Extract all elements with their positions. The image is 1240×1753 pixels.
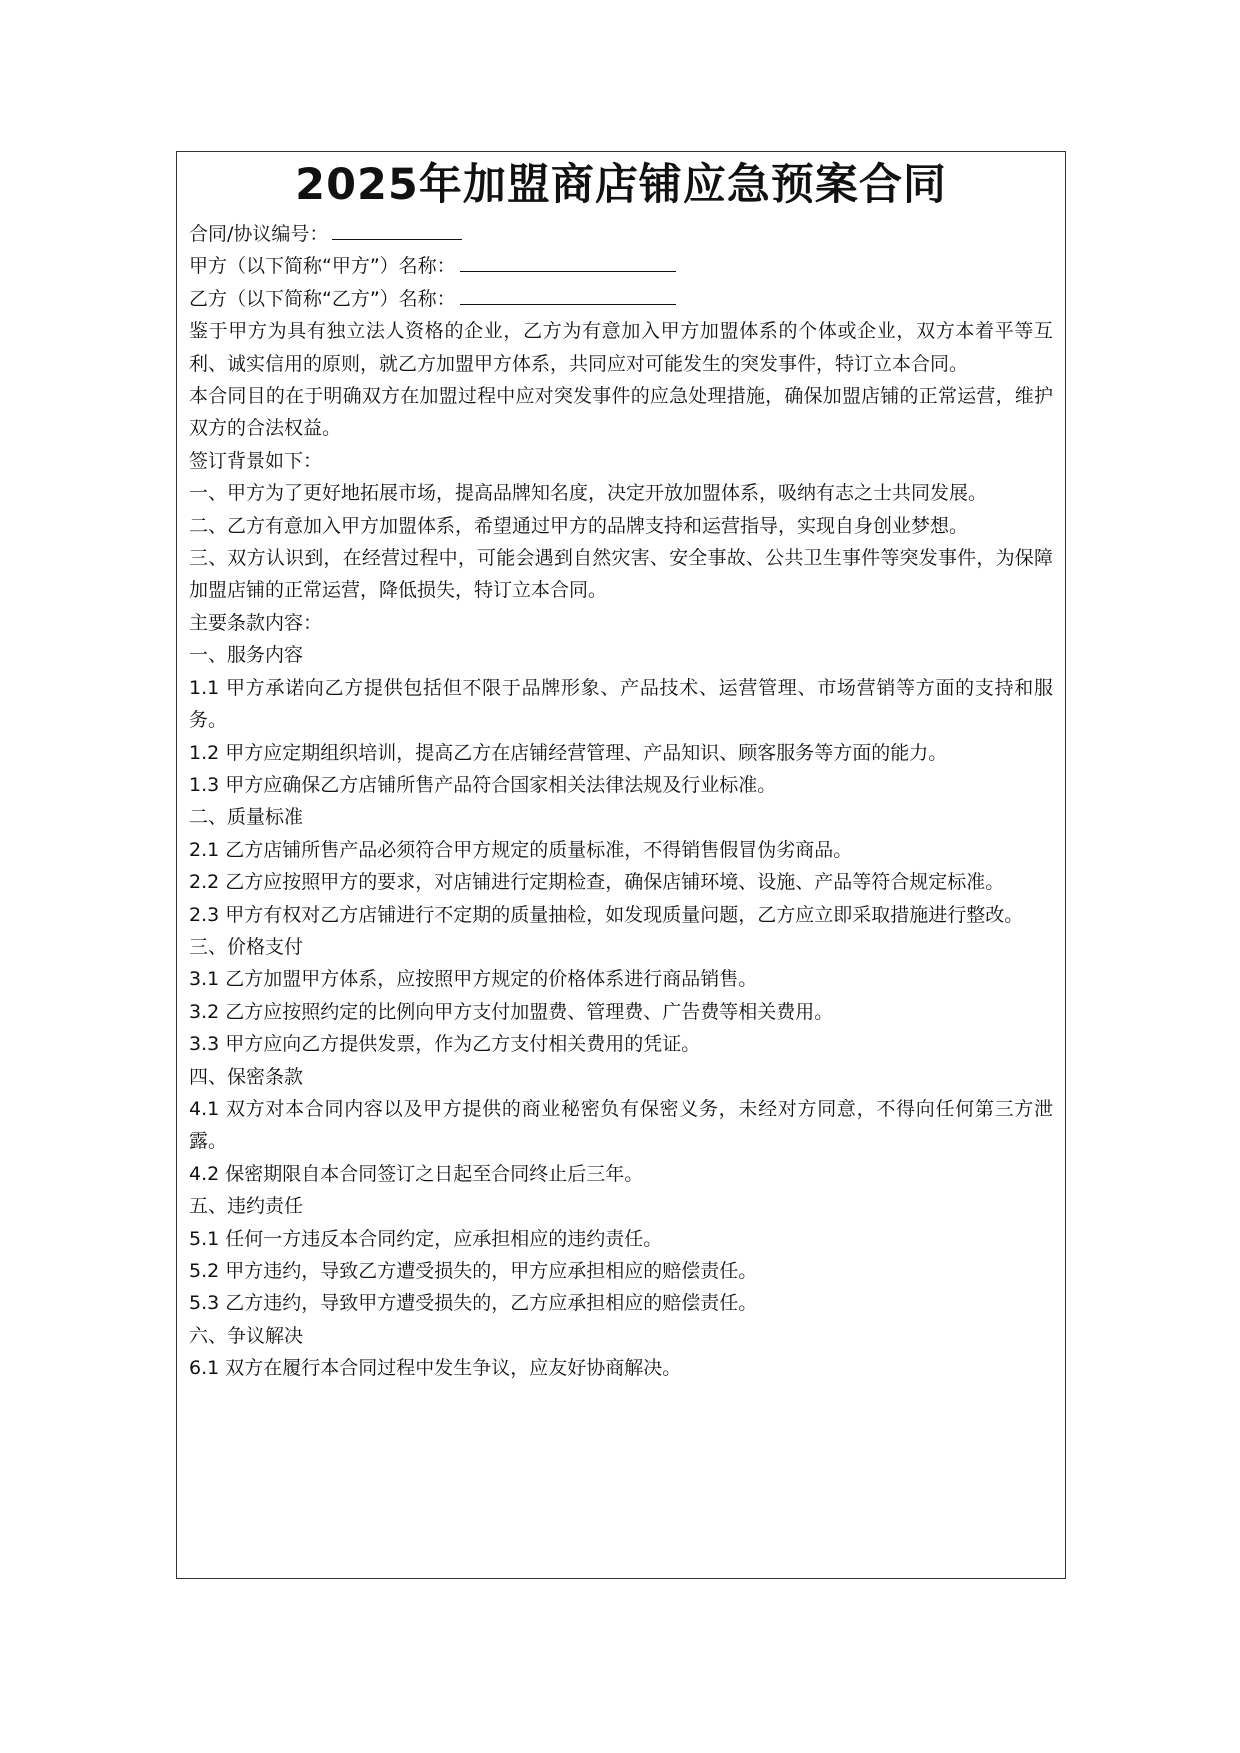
field-label: 甲方（以下简称“甲方”）名称： (189, 255, 456, 278)
party-b-name-field (189, 283, 1053, 315)
contract-paragraph: 2.1 乙方店铺所售产品必须符合甲方规定的质量标准，不得销售假冒伪劣商品。 (189, 838, 853, 861)
contract-paragraph: 3.3 甲方应向乙方提供发票，作为乙方支付相关费用的凭证。 (189, 1033, 701, 1056)
contract-paragraph: 六、争议解决 (189, 1324, 304, 1347)
contract-paragraph: 5.1 任何一方违反本合同约定，应承担相应的违约责任。 (189, 1227, 663, 1250)
contract-paragraph: 一、服务内容 (189, 644, 304, 667)
party-b-name-blank[interactable] (460, 284, 676, 305)
contract-number-field (189, 218, 1053, 250)
contract-paragraph: 6.1 双方在履行本合同过程中发生争议，应友好协商解决。 (189, 1357, 682, 1380)
contract-paragraph: 3.2 乙方应按照约定的比例向甲方支付加盟费、管理费、广告费等相关费用。 (189, 1000, 834, 1023)
contract-paragraph: 主要条款内容： (189, 611, 323, 634)
contract-paragraph: 三、双方认识到，在经营过程中，可能会遇到自然灾害、安全事故、公共卫生事件等突发事件，为保障加盟店铺的正常运营，降低损失，特订立本合同。 (189, 547, 1053, 602)
contract-paragraph: 二、质量标准 (189, 806, 304, 829)
contract-paragraph: 五、违约责任 (189, 1195, 304, 1218)
contract-paragraph: 5.3 乙方违约，导致甲方遭受损失的，乙方应承担相应的赔偿责任。 (189, 1292, 758, 1315)
contract-paragraph: 1.3 甲方应确保乙方店铺所售产品符合国家相关法律法规及行业标准。 (189, 773, 777, 796)
contract-paragraph: 三、价格支付 (189, 935, 304, 958)
contract-paragraph: 5.2 甲方违约，导致乙方遭受损失的，甲方应承担相应的赔偿责任。 (189, 1260, 758, 1282)
contract-paragraph: 四、保密条款 (189, 1065, 304, 1088)
contract-paragraph: 2.2 乙方应按照甲方的要求，对店铺进行定期检查，确保店铺环境、设施、产品等符合规定标准。 (189, 871, 1005, 894)
contract-paragraph: 4.2 保密期限自本合同签订之日起至合同终止后三年。 (189, 1162, 644, 1185)
contract-paragraph: 二、乙方有意加入甲方加盟体系，希望通过甲方的品牌支持和运营指导，实现自身创业梦想。 (189, 514, 969, 537)
contract-paragraph: 3.1 乙方加盟甲方体系，应按照甲方规定的价格体系进行商品销售。 (189, 968, 758, 991)
contract-paragraph: 本合同目的在于明确双方在加盟过程中应对突发事件的应急处理措施，确保加盟店铺的正常运营，维护双方的合法权益。 (189, 385, 1053, 440)
contract-title: 2025年加盟商店铺应急预案合同 (295, 160, 947, 210)
contract-paragraph: 鉴于甲方为具有独立法人资格的企业，乙方为有意加入甲方加盟体系的个体或企业，双方本着平等互利、诚实信用的原则，就乙方加盟甲方体系，共同应对可能发生的突发事件，特订立本合同。 (189, 320, 1053, 375)
field-label: 乙方（以下简称“乙方”）名称： (189, 287, 456, 310)
contract-body (189, 315, 1053, 1384)
contract-frame (176, 151, 1066, 1579)
contract-paragraph: 一、甲方为了更好地拓展市场，提高品牌知名度，决定开放加盟体系，吸纳有志之士共同发展。 (189, 482, 988, 505)
field-label: 合同/协议编号： (189, 223, 329, 245)
contract-paragraph: 签订背景如下： (189, 449, 323, 472)
contract-paragraph: 2.3 甲方有权对乙方店铺进行不定期的质量抽检，如发现质量问题，乙方应立即采取措施进行整改。 (189, 903, 1024, 926)
contract-paragraph: 1.1 甲方承诺向乙方提供包括但不限于品牌形象、产品技术、运营管理、市场营销等方面的支持和服务。 (189, 676, 1053, 732)
contract-paragraph: 4.1 双方对本合同内容以及甲方提供的商业秘密负有保密义务，未经对方同意，不得向任何第三方泄露。 (189, 1097, 1053, 1153)
party-a-name-field (189, 250, 1053, 282)
contract-number-blank[interactable] (332, 219, 462, 240)
party-a-name-blank[interactable] (460, 251, 676, 272)
contract-paragraph: 1.2 甲方应定期组织培训，提高乙方在店铺经营管理、产品知识、顾客服务等方面的能力。 (189, 741, 948, 764)
